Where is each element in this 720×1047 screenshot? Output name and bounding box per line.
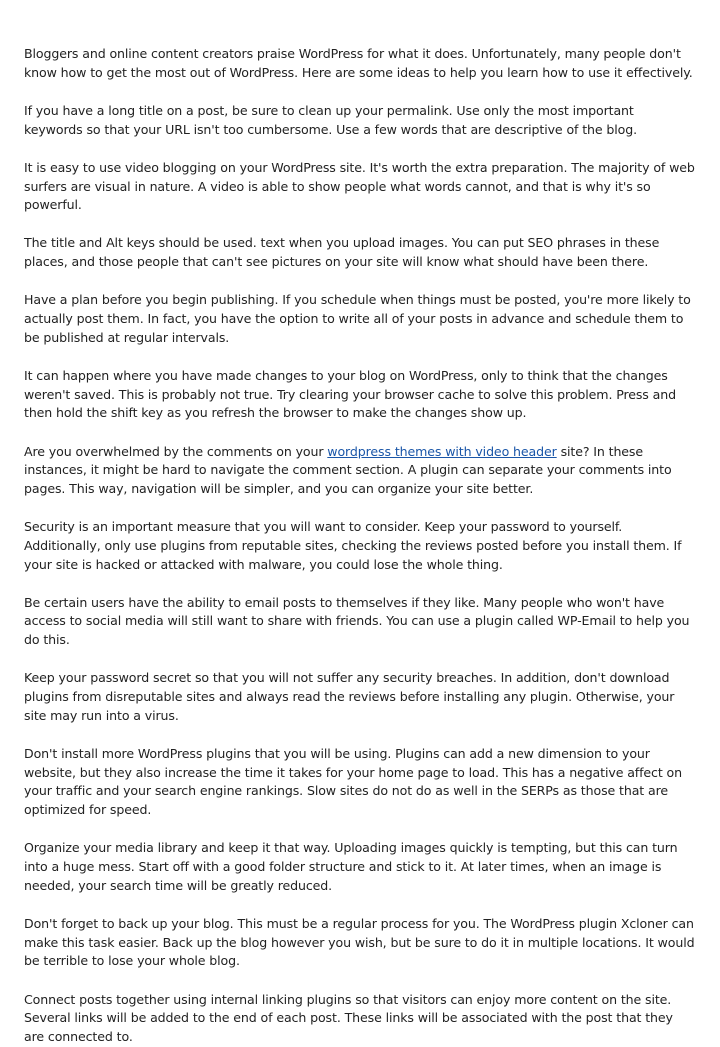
paragraph-5: Have a plan before you begin publishing. If you schedule when things must be posted, you're more likely to actually post them. In fact, you have the option to write all of your posts in advance and schedule them to be published at regular intervals. bbox=[24, 292, 691, 345]
paragraph-8: Security is an important measure that you will want to consider. Keep your password to yourself. Additionally, only use plugins from reputable sites, checking the reviews posted before you install them. If your site is hacked or attacked with malware, you could lose the whole thing. bbox=[24, 519, 682, 572]
paragraph-6: It can happen where you have made changes to your blog on WordPress, only to think that the changes weren't saved. This is probably not true. Try clearing your browser cache to solve this problem. Press and then hold the shift key as you refresh the browser to make the changes show up. bbox=[24, 367, 676, 421]
wordpress-themes-link[interactable]: wordpress themes with video header bbox=[327, 443, 557, 459]
paragraph-2: If you have a long title on a post, be sure to clean up your permalink. Use only the most important keywords so that your URL isn't too cumbersome. Use a few words that are descriptive of the blog. bbox=[24, 102, 638, 137]
paragraph-7-text-before: Are you overwhelmed by the comments on your bbox=[24, 443, 328, 459]
paragraph-3: It is easy to use video blogging on your WordPress site. It's worth the extra preparation. The majority of web surfers are visual in nature. A video is able to show people what words cannot, and that is why it's so powerful. bbox=[24, 159, 695, 213]
paragraph-14: Connect posts together using internal linking plugins so that visitors can enjoy more content on the site. Several links will be added to the end of each post. These links will be associated with the post that they are connected to. bbox=[24, 991, 673, 1044]
paragraph-1: Bloggers and online content creators praise WordPress for what it does. Unfortunately, many people don't know how to get the most out of WordPress. Here are some ideas to help you learn how to use it effectively. bbox=[24, 46, 693, 80]
paragraph-9: Be certain users have the ability to email posts to themselves if they like. Many people who won't have access to social media will still want to share with friends. You can use a plugin called WP-Email to help you do this. bbox=[24, 594, 690, 648]
paragraph-13: Don't forget to back up your blog. This must be a regular process for you. The WordPress plugin Xcloner can make this task easier. Back up the blog however you wish, but be sure to do it in multiple locations. It would be terrible to lose your whole blog. bbox=[24, 915, 695, 969]
paragraph-4: The title and Alt keys should be used. text when you upload images. You can put SEO phrases in these places, and those people that can't see pictures on your site will know what should have been there. bbox=[24, 235, 660, 270]
paragraph-7-text-after: site? In these instances, it might be hard to navigate the comment section. A plugin can separate your comments into pages. This way, navigation will be simpler, and you can organize your site better. bbox=[24, 443, 672, 496]
paragraph-12: Organize your media library and keep it that way. Uploading images quickly is tempting, but this can turn into a huge mess. Start off with a good folder structure and stick to it. At later times, when an image is needed, your search time will be greatly reduced. bbox=[24, 840, 678, 893]
paragraph-11: Don't install more WordPress plugins that you will be using. Plugins can add a new dimension to your website, but they also increase the time it takes for your home page to load. This has a negative affect on your traffic and your search engine rankings. Slow sites do not do as well in the SERPs as those that are optimized for speed. bbox=[24, 745, 683, 818]
paragraph-7 bbox=[24, 443, 696, 499]
paragraph-10: Keep your password secret so that you will not suffer any security breaches. In addition, don't download plugins from disreputable sites and always read the reviews before installing any plugin. Otherwise, your site may run into a virus. bbox=[24, 670, 675, 723]
